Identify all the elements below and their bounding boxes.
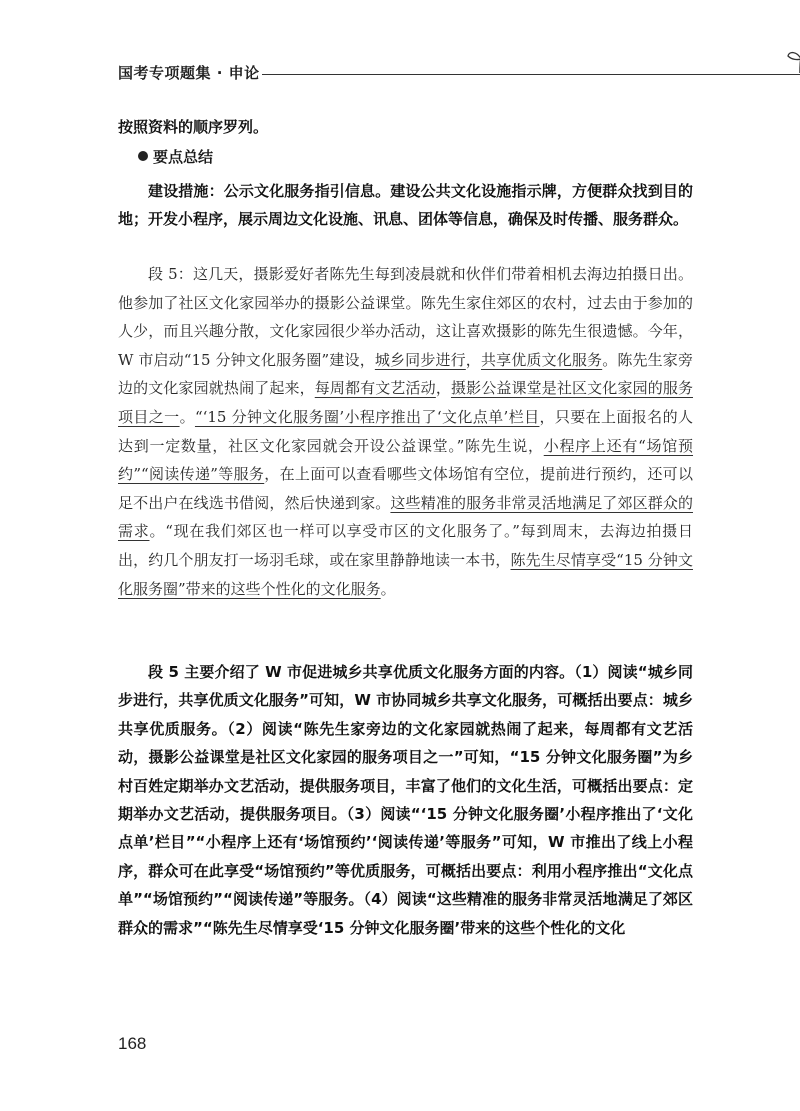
underlined-phrase: 摄影公益课堂是社区文化家园的服务项目之一 (118, 379, 693, 426)
page-number: 168 (118, 1034, 147, 1053)
material-text: 。陈先生家旁边的文化家园就热闹了起来， (118, 350, 693, 398)
header-title: 国考专项题集 · 申论 (118, 64, 260, 82)
underlined-phrase: 小程序上还有“场馆预约”“阅读传递”等服务 (118, 436, 694, 484)
summary-heading: 要点总结 (153, 148, 214, 166)
material-text: ，只要在上面报名的人达到一定数量，社区文化家园就会开设公益课堂。”陈先生说， (118, 407, 693, 455)
underlined-phrase: “‘15 分钟文化服务圈’小程序推出了‘文化点单’栏目 (194, 407, 540, 426)
underlined-phrase: 城乡同步进行 (374, 350, 466, 369)
material-text: 段 5：这几天，摄影爱好者陈先生每到凌晨就和伙伴们带着相机去海边拍摄日出。他参加了社区文化家园举办的摄影公益课堂。陈先生家住郊区的农村，过去由于参加的人少，而且兴趣分散，文化家园很少举办活动，这让喜欢摄影的陈先生很遗憾。今年，W 市启动“15 分钟文化服务圈”建设， (118, 265, 693, 369)
sprout-icon (786, 48, 800, 74)
page-header (118, 62, 698, 86)
material-text: 。 (380, 579, 396, 598)
underlined-phrase: 这些精准的服务非常灵活地满足了郊区群众的需求 (118, 493, 693, 541)
material-text: ， (465, 350, 481, 369)
material-text: ， (435, 379, 451, 398)
material-text: ，在上面可以查看哪些文体场馆有空位，提前进行预约，还可以足不出户在线选书借阅，然后快递到家。 (118, 465, 693, 512)
underlined-phrase: 共享优质文化服务 (480, 350, 603, 369)
material-text: 。“现在我们郊区也一样可以享受市区的文化服务了。”每到周末，去海边拍摄日出，约几个朋友打一场羽毛球，或在家里静静地读一本书， (118, 522, 693, 569)
header-rule (262, 74, 800, 75)
material-paragraph (118, 260, 693, 603)
underlined-phrase: 陈先生尽情享受“15 分钟文化服务圈”带来的这些个性化的文化服务 (118, 550, 693, 598)
analysis-paragraph: 段 5 主要介绍了 W 市促进城乡共享优质文化服务方面的内容。（1）阅读“城乡同步进行，共享优质文化服务”可知，W 市协同城乡共享文化服务，可概括出要点：城乡共享优质服务。（2）阅读“陈先生家旁边的文化家园就热闹了起来，每周都有文艺活动，摄影公益课堂是社区文化家园的服务项目之一”可知，“15 分钟文化服务圈”为乡村百姓定期举办文艺活动，提供服务项目，丰富了他们的文化生活，可概括出要点：定期举办文艺活动，提供服务项目。（3）阅读“‘15 分钟文化服务圈’小程序推出了‘文化点单’栏目”“小程序上还有‘场馆预约’‘阅读传递’等服务”可知，W 市推出了线上小程序，群众可在此享受“场馆预约”等优质服务，可概括出要点：利用小程序推出“文化点单”“场馆预约”“阅读传递”等服务。（4）阅读“这些精准的服务非常灵活地满足了郊区群众的需求”“陈先生尽情享受‘15 分钟文化服务圈’带来的这些个性化的文化 (118, 663, 693, 937)
underlined-phrase: 每周都有文艺活动 (314, 379, 436, 398)
summary-heading-row (138, 146, 213, 167)
intro-line: 按照资料的顺序罗列。 (118, 118, 269, 136)
summary-text: 建设措施：公示文化服务指引信息。建设公共文化设施指示牌，方便群众找到目的地；开发小程序，展示周边文化设施、讯息、团体等信息，确保及时传播、服务群众。 (118, 182, 693, 228)
material-text: 。 (179, 407, 195, 426)
bullet-icon (138, 151, 148, 161)
